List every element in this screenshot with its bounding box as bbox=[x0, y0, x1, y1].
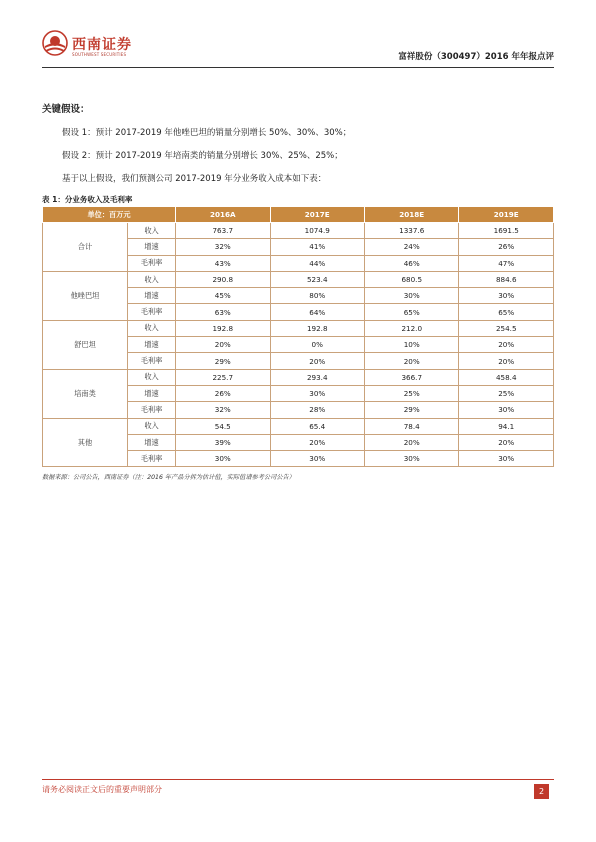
company-logo bbox=[42, 28, 152, 64]
report-title: 富祥股份（300497）2016 年年报点评 bbox=[398, 52, 554, 62]
header-divider bbox=[42, 67, 554, 68]
data-source-note: 数据来源：公司公告，西南证券（注：2016 年产品分拆为估计值，实际值请参考公司公告） bbox=[42, 474, 295, 481]
year-header: 2019E bbox=[459, 207, 554, 223]
value-cell: 26% bbox=[176, 385, 270, 401]
year-header: 2016A bbox=[176, 207, 270, 223]
value-cell: 64% bbox=[270, 304, 364, 320]
assumption-paragraph-1: 假设 1：预计 2017-2019 年他唑巴坦的销量分别增长 50%、30%、30%； bbox=[62, 128, 352, 138]
metric-label-cell: 增速 bbox=[128, 385, 176, 401]
value-cell: 763.7 bbox=[176, 223, 270, 239]
disclaimer-note: 请务必阅读正文后的重要声明部分 bbox=[42, 785, 162, 794]
value-cell: 225.7 bbox=[176, 369, 270, 385]
value-cell: 212.0 bbox=[364, 320, 458, 336]
value-cell: 41% bbox=[270, 239, 364, 255]
value-cell: 25% bbox=[364, 385, 458, 401]
value-cell: 20% bbox=[364, 353, 458, 369]
value-cell: 30% bbox=[364, 451, 458, 467]
value-cell: 20% bbox=[270, 353, 364, 369]
value-cell: 29% bbox=[364, 402, 458, 418]
metric-label-cell: 增速 bbox=[128, 434, 176, 450]
value-cell: 20% bbox=[176, 337, 270, 353]
value-cell: 44% bbox=[270, 255, 364, 271]
metric-label-cell: 毛利率 bbox=[128, 402, 176, 418]
value-cell: 192.8 bbox=[270, 320, 364, 336]
metric-label-cell: 收入 bbox=[128, 320, 176, 336]
value-cell: 30% bbox=[270, 385, 364, 401]
value-cell: 20% bbox=[459, 353, 554, 369]
metric-label-cell: 收入 bbox=[128, 271, 176, 287]
metric-label-cell: 毛利率 bbox=[128, 353, 176, 369]
value-cell: 45% bbox=[176, 288, 270, 304]
metric-label-cell: 增速 bbox=[128, 239, 176, 255]
value-cell: 20% bbox=[459, 337, 554, 353]
value-cell: 32% bbox=[176, 402, 270, 418]
metric-label-cell: 增速 bbox=[128, 288, 176, 304]
value-cell: 32% bbox=[176, 239, 270, 255]
value-cell: 1074.9 bbox=[270, 223, 364, 239]
value-cell: 94.1 bbox=[459, 418, 554, 434]
value-cell: 30% bbox=[176, 451, 270, 467]
value-cell: 25% bbox=[459, 385, 554, 401]
metric-label-cell: 增速 bbox=[128, 337, 176, 353]
year-header: 2018E bbox=[364, 207, 458, 223]
value-cell: 523.4 bbox=[270, 271, 364, 287]
table-row bbox=[43, 223, 554, 239]
segment-name-cell: 其他 bbox=[43, 418, 128, 467]
table-row bbox=[43, 320, 554, 336]
value-cell: 1337.6 bbox=[364, 223, 458, 239]
value-cell: 0% bbox=[270, 337, 364, 353]
logo-name: 西南证券 bbox=[72, 37, 132, 53]
value-cell: 680.5 bbox=[364, 271, 458, 287]
value-cell: 63% bbox=[176, 304, 270, 320]
segment-name-cell: 培南类 bbox=[43, 369, 128, 418]
value-cell: 26% bbox=[459, 239, 554, 255]
value-cell: 290.8 bbox=[176, 271, 270, 287]
value-cell: 43% bbox=[176, 255, 270, 271]
page-header bbox=[42, 28, 554, 70]
table-caption: 表 1：分业务收入及毛利率 bbox=[42, 195, 133, 204]
value-cell: 30% bbox=[364, 288, 458, 304]
table-row bbox=[43, 418, 554, 434]
page-number: 2 bbox=[534, 784, 549, 799]
metric-label-cell: 毛利率 bbox=[128, 451, 176, 467]
value-cell: 47% bbox=[459, 255, 554, 271]
value-cell: 39% bbox=[176, 434, 270, 450]
value-cell: 884.6 bbox=[459, 271, 554, 287]
metric-label-cell: 收入 bbox=[128, 369, 176, 385]
table-row bbox=[43, 369, 554, 385]
metric-label-cell: 毛利率 bbox=[128, 255, 176, 271]
value-cell: 30% bbox=[270, 451, 364, 467]
value-cell: 54.5 bbox=[176, 418, 270, 434]
value-cell: 254.5 bbox=[459, 320, 554, 336]
segment-name-cell: 舒巴坦 bbox=[43, 320, 128, 369]
segment-name-cell: 合计 bbox=[43, 223, 128, 272]
value-cell: 78.4 bbox=[364, 418, 458, 434]
logo-subtitle: SOUTHWEST SECURITIES bbox=[72, 52, 127, 57]
value-cell: 20% bbox=[459, 434, 554, 450]
metric-label-cell: 收入 bbox=[128, 418, 176, 434]
forecast-intro-paragraph: 基于以上假设，我们预测公司 2017-2019 年分业务收入成本如下表： bbox=[62, 174, 327, 184]
value-cell: 366.7 bbox=[364, 369, 458, 385]
value-cell: 30% bbox=[459, 402, 554, 418]
segment-name-cell: 他唑巴坦 bbox=[43, 271, 128, 320]
value-cell: 458.4 bbox=[459, 369, 554, 385]
section-title: 关键假设： bbox=[42, 104, 90, 115]
assumption-paragraph-2: 假设 2：预计 2017-2019 年培南类的销量分别增长 30%、25%、25%； bbox=[62, 151, 343, 161]
value-cell: 293.4 bbox=[270, 369, 364, 385]
value-cell: 65% bbox=[459, 304, 554, 320]
value-cell: 30% bbox=[459, 288, 554, 304]
value-cell: 46% bbox=[364, 255, 458, 271]
year-header: 2017E bbox=[270, 207, 364, 223]
value-cell: 24% bbox=[364, 239, 458, 255]
value-cell: 65.4 bbox=[270, 418, 364, 434]
value-cell: 65% bbox=[364, 304, 458, 320]
unit-header: 单位：百万元 bbox=[43, 207, 176, 223]
table-header-row bbox=[43, 207, 554, 223]
value-cell: 29% bbox=[176, 353, 270, 369]
value-cell: 20% bbox=[270, 434, 364, 450]
footer-divider bbox=[42, 779, 554, 780]
metric-label-cell: 毛利率 bbox=[128, 304, 176, 320]
value-cell: 10% bbox=[364, 337, 458, 353]
value-cell: 192.8 bbox=[176, 320, 270, 336]
value-cell: 30% bbox=[459, 451, 554, 467]
table-row bbox=[43, 271, 554, 287]
value-cell: 80% bbox=[270, 288, 364, 304]
value-cell: 1691.5 bbox=[459, 223, 554, 239]
value-cell: 28% bbox=[270, 402, 364, 418]
sun-logo-icon bbox=[42, 30, 68, 56]
metric-label-cell: 收入 bbox=[128, 223, 176, 239]
segment-revenue-table bbox=[42, 206, 554, 467]
value-cell: 20% bbox=[364, 434, 458, 450]
